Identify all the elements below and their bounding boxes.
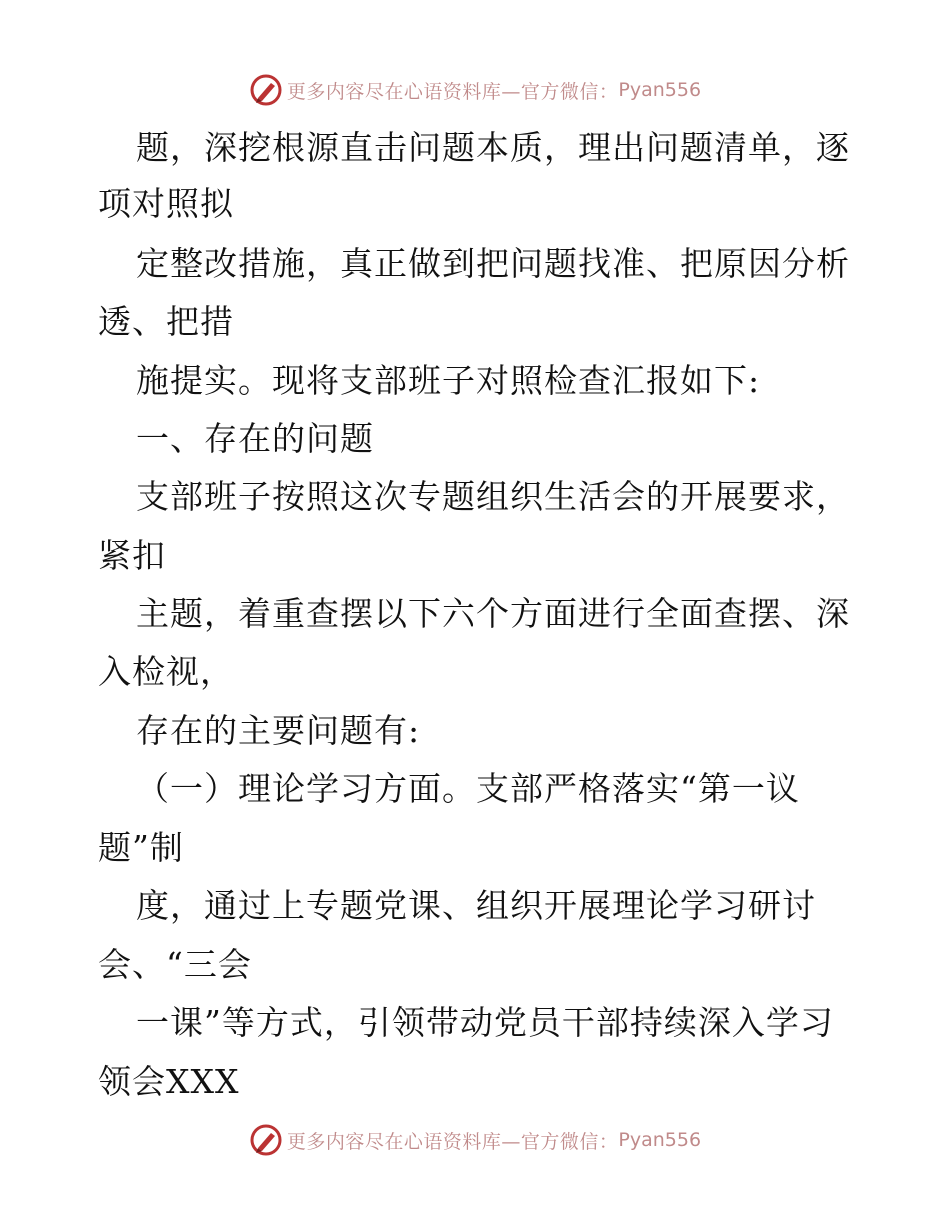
watermark-text: 更多内容尽在心语资料库—官方微信： bbox=[286, 80, 619, 103]
body-line: 题”制 bbox=[98, 828, 184, 867]
pen-logo-icon bbox=[249, 1123, 283, 1157]
watermark-account: Pyan556 bbox=[618, 79, 702, 101]
body-line: 主题，着重查摆以下六个方面进行全面查摆、深 bbox=[136, 594, 850, 633]
body-line: 题，深挖根源直击问题本质，理出问题清单，逐 bbox=[136, 128, 850, 167]
body-line: 存在的主要问题有: bbox=[136, 711, 421, 750]
body-line: 支部班子按照这次专题组织生活会的开展要求， bbox=[136, 477, 850, 516]
body-line: 紧扣 bbox=[98, 536, 166, 575]
body-line: 领会XXX bbox=[98, 1062, 240, 1101]
pen-logo-icon bbox=[249, 73, 283, 107]
watermark-account: Pyan556 bbox=[618, 1129, 702, 1151]
section-heading: 一、存在的问题 bbox=[136, 419, 374, 458]
body-line: 度，通过上专题党课、组织开展理论学习研讨 bbox=[136, 886, 816, 925]
body-line: 定整改措施，真正做到把问题找准、把原因分析 bbox=[136, 244, 850, 283]
watermark-text: 更多内容尽在心语资料库—官方微信： bbox=[286, 1130, 619, 1153]
header-watermark bbox=[0, 70, 950, 110]
body-line: 一课”等方式，引领带动党员干部持续深入学习 bbox=[136, 1003, 834, 1042]
footer-watermark bbox=[0, 1120, 950, 1160]
body-line: 会、“三会 bbox=[98, 945, 252, 984]
body-line: 施提实。现将支部班子对照检查汇报如下: bbox=[136, 361, 761, 400]
body-line: 透、把措 bbox=[98, 302, 234, 341]
body-line: 入检视， bbox=[98, 652, 234, 691]
subsection-heading: （一）理论学习方面。支部严格落实“第一议 bbox=[136, 769, 800, 808]
body-line: 项对照拟 bbox=[98, 184, 234, 223]
